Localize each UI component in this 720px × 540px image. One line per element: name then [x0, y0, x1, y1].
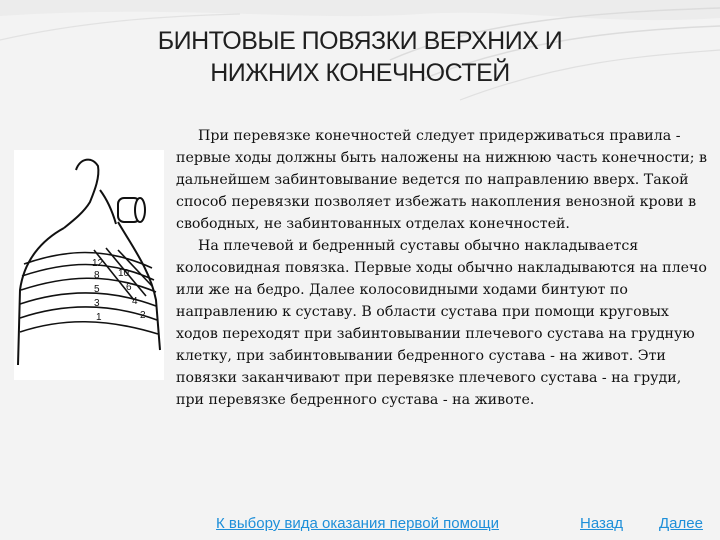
bandage-number: 4	[132, 296, 138, 307]
bandage-number: 5	[94, 284, 100, 295]
title-line-2: НИЖНИХ КОНЕЧНОСТЕЙ	[210, 59, 510, 87]
bandage-illustration	[14, 150, 164, 380]
paragraph-spica-bandage: На плечевой и бедренный суставы обычно накладывается колосовидная повязка. Первые ходы обычно накладываются на плечо или же на бедро. Далее колосовидными ходами бинтуют по направлению к суставу. В области сустава при помощи круговых ходов переходят при забинтовывании плечевого сустава на грудную клетку, при забинтовывании бедренного сустава - на живот. Эти повязки заканчивают при перевязке плечевого сустава - на груди, при перевязке бедренного сустава - на животе.	[176, 238, 707, 408]
bandage-number: 1	[96, 312, 102, 323]
bandage-number: 12	[92, 258, 104, 269]
bandage-number: 2	[140, 310, 146, 321]
page-title	[80, 25, 640, 89]
bandage-number: 6	[126, 282, 132, 293]
bandage-number: 10	[118, 268, 130, 279]
title-line-1: БИНТОВЫЕ ПОВЯЗКИ ВЕРХНИХ И	[157, 27, 563, 55]
paragraph-bandaging-rule: При перевязке конечностей следует придерживаться правила - первые ходы должны быть наложены на нижнюю часть конечности; в дальнейшем забинтовывание ведется по направлению вверх. Такой способ перевязки позволяет избежать накопления венозной крови в свободных, не забинтованных отделах конечностей.	[176, 128, 707, 232]
link-first-aid-menu[interactable]: К выбору вида оказания первой помощи	[216, 515, 499, 532]
bandage-number: 3	[94, 298, 100, 309]
link-back[interactable]: Назад	[580, 515, 623, 532]
bandage-number: 8	[94, 270, 100, 281]
body-text	[176, 125, 711, 411]
link-next[interactable]: Далее	[659, 515, 703, 532]
